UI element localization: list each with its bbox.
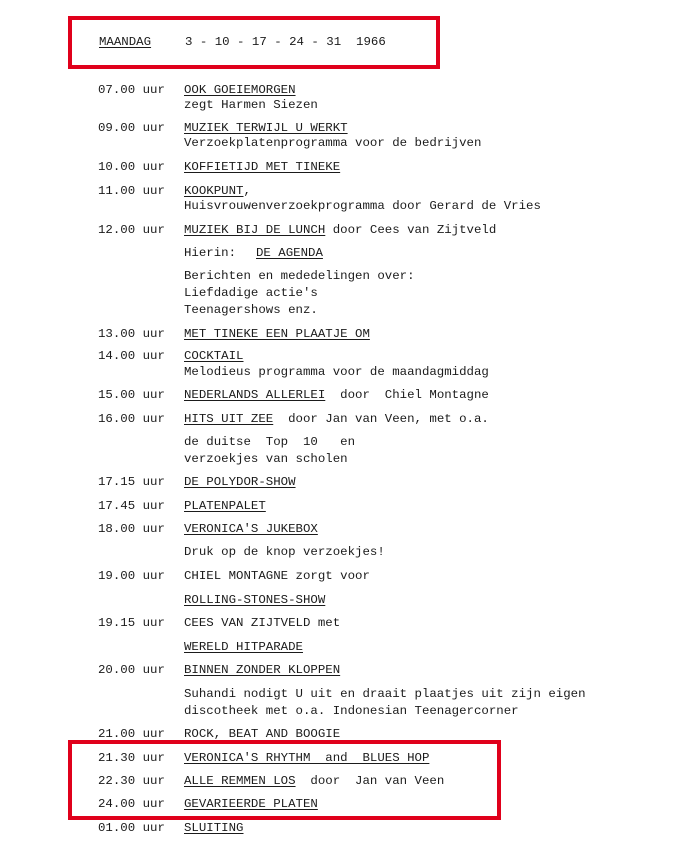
programme-title: OOK GOEIEMORGEN bbox=[184, 83, 296, 97]
programme-detail: CEES VAN ZIJTVELD met bbox=[184, 616, 341, 630]
schedule-entry bbox=[184, 500, 266, 512]
schedule-time: 21.00 uur bbox=[98, 727, 165, 741]
agenda-line: Teenagershows enz. bbox=[184, 303, 318, 317]
wereld-hitparade-title: WERELD HITPARADE bbox=[184, 640, 303, 654]
schedule-entry bbox=[184, 224, 496, 236]
schedule-time: 24.00 uur bbox=[98, 797, 165, 811]
schedule-time: 19.00 uur bbox=[98, 569, 165, 583]
programme-title: MUZIEK TERWIJL U WERKT bbox=[184, 121, 348, 135]
schedule-entry bbox=[184, 728, 340, 740]
programme-title: HITS UIT ZEE bbox=[184, 412, 274, 426]
hierin-label: Hierin: bbox=[184, 246, 251, 260]
day-heading: MAANDAG bbox=[99, 35, 152, 49]
schedule-time: 07.00 uur bbox=[98, 83, 165, 97]
agenda-line: Berichten en mededelingen over: bbox=[184, 269, 415, 283]
rolling-stones-title: ROLLING-STONES-SHOW bbox=[184, 593, 326, 607]
binnen-line: discotheek met o.a. Indonesian Teenagercorner bbox=[184, 704, 519, 718]
schedule-entry bbox=[184, 476, 296, 488]
programme-description: Huisvrouwenverzoekprogramma door Gerard de Vries bbox=[184, 199, 541, 213]
programme-detail: ROCK, BEAT AND BOOGIE bbox=[184, 727, 341, 741]
programme-title: VERONICA'S RHYTHM and BLUES HOP bbox=[184, 751, 430, 765]
programme-detail: door Jan van Veen, met o.a. bbox=[273, 412, 489, 426]
programme-title: COCKTAIL bbox=[184, 349, 244, 363]
schedule-entry bbox=[184, 185, 251, 197]
programme-title: GEVARIEERDE PLATEN bbox=[184, 797, 318, 811]
programme-title: ALLE REMMEN LOS bbox=[184, 774, 296, 788]
programme-description: Verzoekplatenprogramma voor de bedrijven bbox=[184, 136, 482, 150]
programme-title: KOOKPUNT bbox=[184, 184, 244, 198]
programme-title: VERONICA'S JUKEBOX bbox=[184, 522, 318, 536]
dates-heading: 3 - 10 - 17 - 24 - 31 1966 bbox=[185, 35, 386, 49]
agenda-title: DE AGENDA bbox=[256, 246, 323, 260]
programme-detail: door Cees van Zijtveld bbox=[325, 223, 497, 237]
schedule-entry bbox=[184, 328, 370, 340]
programme-title: NEDERLANDS ALLERLEI bbox=[184, 388, 326, 402]
schedule-time: 17.15 uur bbox=[98, 475, 165, 489]
schedule-time: 20.00 uur bbox=[98, 663, 165, 677]
programme-title: SLUITING bbox=[184, 821, 244, 835]
schedule-time: 17.45 uur bbox=[98, 499, 165, 513]
programme-description: zegt Harmen Siezen bbox=[184, 98, 318, 112]
programme-title: DE POLYDOR-SHOW bbox=[184, 475, 296, 489]
programme-title: PLATENPALET bbox=[184, 499, 266, 513]
programme-title: MUZIEK BIJ DE LUNCH bbox=[184, 223, 326, 237]
schedule-entry bbox=[184, 84, 296, 96]
late-shows-highlight-box bbox=[68, 740, 501, 820]
programme-title: MET TINEKE EEN PLAATJE OM bbox=[184, 327, 370, 341]
agenda-line: Liefdadige actie's bbox=[184, 286, 318, 300]
schedule-time: 19.15 uur bbox=[98, 616, 165, 630]
hits-line: verzoekjes van scholen bbox=[184, 452, 348, 466]
schedule-entry bbox=[184, 122, 348, 134]
schedule-entry bbox=[184, 617, 340, 629]
programme-detail: , bbox=[243, 184, 251, 198]
schedule-entry bbox=[184, 664, 340, 676]
schedule-time: 11.00 uur bbox=[98, 184, 165, 198]
schedule-entry bbox=[184, 523, 318, 535]
schedule-time: 15.00 uur bbox=[98, 388, 165, 402]
hits-line: de duitse Top 10 en bbox=[184, 435, 356, 449]
programme-description: Melodieus programma voor de maandagmiddag bbox=[184, 365, 489, 379]
schedule-time: 18.00 uur bbox=[98, 522, 165, 536]
programme-title: KOFFIETIJD MET TINEKE bbox=[184, 160, 341, 174]
jukebox-line: Druk op de knop verzoekjes! bbox=[184, 545, 385, 559]
schedule-time: 12.00 uur bbox=[98, 223, 165, 237]
schedule-entry bbox=[184, 350, 244, 362]
schedule-time: 22.30 uur bbox=[98, 774, 165, 788]
schedule-entry bbox=[184, 389, 489, 401]
schedule-time: 14.00 uur bbox=[98, 349, 165, 363]
schedule-time: 13.00 uur bbox=[98, 327, 165, 341]
programme-detail: door Chiel Montagne bbox=[325, 388, 489, 402]
programme-detail: door Jan van Veen bbox=[295, 774, 445, 788]
schedule-time: 10.00 uur bbox=[98, 160, 165, 174]
schedule-time: 01.00 uur bbox=[98, 821, 165, 835]
schedule-time: 16.00 uur bbox=[98, 412, 165, 426]
schedule-entry bbox=[184, 570, 370, 582]
programme-detail: CHIEL MONTAGNE zorgt voor bbox=[184, 569, 370, 583]
programme-title: BINNEN ZONDER KLOPPEN bbox=[184, 663, 341, 677]
schedule-entry bbox=[184, 413, 489, 425]
schedule-time: 09.00 uur bbox=[98, 121, 165, 135]
schedule-entry bbox=[184, 822, 244, 834]
header-highlight-box bbox=[68, 16, 440, 69]
schedule-entry bbox=[184, 161, 340, 173]
binnen-line: Suhandi nodigt U uit en draait plaatjes uit zijn eigen bbox=[184, 687, 586, 701]
schedule-time: 21.30 uur bbox=[98, 751, 165, 765]
